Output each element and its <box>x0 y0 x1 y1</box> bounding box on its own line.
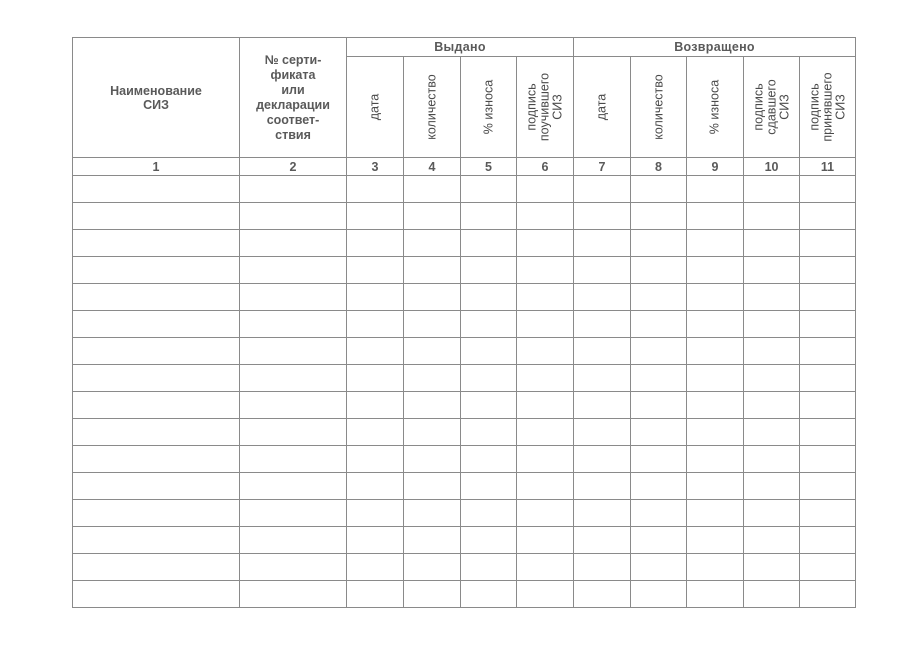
table-cell[interactable] <box>800 500 856 527</box>
table-cell[interactable] <box>73 311 240 338</box>
table-cell[interactable] <box>404 527 461 554</box>
table-cell[interactable] <box>517 446 574 473</box>
table-cell[interactable] <box>347 365 404 392</box>
table-cell[interactable] <box>347 473 404 500</box>
table-cell[interactable] <box>73 419 240 446</box>
table-cell[interactable] <box>517 311 574 338</box>
table-cell[interactable] <box>744 392 800 419</box>
table-cell[interactable] <box>347 203 404 230</box>
table-cell[interactable] <box>744 581 800 608</box>
header-returned-col-5 <box>800 57 856 158</box>
table-cell[interactable] <box>404 257 461 284</box>
column-number-9: 9 <box>687 158 744 176</box>
table-cell[interactable] <box>687 446 744 473</box>
table-cell[interactable] <box>240 392 347 419</box>
table-cell[interactable] <box>240 176 347 203</box>
header-item-name <box>73 38 240 158</box>
table-cell[interactable] <box>800 176 856 203</box>
table-cell[interactable] <box>73 203 240 230</box>
table-cell[interactable] <box>73 392 240 419</box>
table-row <box>73 284 856 311</box>
table-cell[interactable] <box>404 230 461 257</box>
header-group-returned: Возвращено <box>574 38 856 57</box>
table-cell[interactable] <box>574 230 631 257</box>
table-cell[interactable] <box>687 230 744 257</box>
table-cell[interactable] <box>404 338 461 365</box>
table-cell[interactable] <box>744 230 800 257</box>
table-cell[interactable] <box>574 365 631 392</box>
table-cell[interactable] <box>744 284 800 311</box>
table-cell[interactable] <box>574 419 631 446</box>
table-cell[interactable] <box>631 203 687 230</box>
header-returned-col-2 <box>631 57 687 158</box>
table-cell[interactable] <box>240 581 347 608</box>
header-cert-line: ствия <box>275 127 311 142</box>
table-row <box>73 554 856 581</box>
table-cell[interactable] <box>347 446 404 473</box>
table-cell[interactable] <box>404 554 461 581</box>
table-cell[interactable] <box>800 473 856 500</box>
column-number-10: 10 <box>744 158 800 176</box>
table-cell[interactable] <box>631 284 687 311</box>
header-returned-col-3 <box>687 57 744 158</box>
table-cell[interactable] <box>687 500 744 527</box>
header-returned-col-4-line: СИЗ <box>777 94 792 120</box>
table-cell[interactable] <box>347 284 404 311</box>
table-cell[interactable] <box>517 365 574 392</box>
column-number-2: 2 <box>240 158 347 176</box>
header-issued-col-1-line: дата <box>367 93 382 121</box>
table-cell[interactable] <box>631 392 687 419</box>
table-cell[interactable] <box>631 365 687 392</box>
column-number-3: 3 <box>347 158 404 176</box>
table-cell[interactable] <box>461 446 517 473</box>
table-cell[interactable] <box>687 203 744 230</box>
table-cell[interactable] <box>687 176 744 203</box>
table-cell[interactable] <box>631 446 687 473</box>
table-cell[interactable] <box>240 230 347 257</box>
table-cell[interactable] <box>347 230 404 257</box>
table-row <box>73 392 856 419</box>
table-cell[interactable] <box>574 581 631 608</box>
table-cell[interactable] <box>73 446 240 473</box>
table-cell[interactable] <box>404 203 461 230</box>
table-cell[interactable] <box>240 338 347 365</box>
header-cert-line: соответ- <box>266 112 320 127</box>
column-number-7: 7 <box>574 158 631 176</box>
table-cell[interactable] <box>744 257 800 284</box>
table-cell[interactable] <box>404 473 461 500</box>
table-row <box>73 176 856 203</box>
table-cell[interactable] <box>347 392 404 419</box>
table-cell[interactable] <box>347 500 404 527</box>
header-returned-col-5-line: СИЗ <box>833 94 848 120</box>
table-cell[interactable] <box>461 176 517 203</box>
header-returned-col-3-line: % износа <box>707 79 722 135</box>
table-row <box>73 446 856 473</box>
table-cell[interactable] <box>461 419 517 446</box>
table-cell[interactable] <box>574 473 631 500</box>
table-cell[interactable] <box>800 203 856 230</box>
table-cell[interactable] <box>687 473 744 500</box>
table-cell[interactable] <box>73 527 240 554</box>
table-cell[interactable] <box>73 257 240 284</box>
table-row <box>73 338 856 365</box>
table-row <box>73 230 856 257</box>
header-issued-col-3-line: % износа <box>481 79 495 135</box>
column-number-8: 8 <box>631 158 687 176</box>
header-returned-col-4-line: сдавшего <box>764 79 779 135</box>
table-cell[interactable] <box>461 203 517 230</box>
table-cell[interactable] <box>631 338 687 365</box>
table-cell[interactable] <box>73 284 240 311</box>
table-cell[interactable] <box>687 338 744 365</box>
table-cell[interactable] <box>744 500 800 527</box>
header-issued-col-4 <box>517 57 574 158</box>
table-cell[interactable] <box>347 554 404 581</box>
header-item-name-line-1: Наименование <box>110 83 202 98</box>
header-returned-col-1 <box>574 57 631 158</box>
table-cell[interactable] <box>800 284 856 311</box>
table-cell[interactable] <box>574 392 631 419</box>
ppe-record-table <box>72 37 856 608</box>
table-cell[interactable] <box>347 176 404 203</box>
table-cell[interactable] <box>800 257 856 284</box>
table-row <box>73 365 856 392</box>
column-number-1: 1 <box>73 158 240 176</box>
table-cell[interactable] <box>347 527 404 554</box>
table-cell[interactable] <box>744 473 800 500</box>
table-cell[interactable] <box>744 338 800 365</box>
table-cell[interactable] <box>517 338 574 365</box>
table-cell[interactable] <box>240 365 347 392</box>
header-cert-line: фиката <box>270 67 316 82</box>
table-cell[interactable] <box>517 284 574 311</box>
table-cell[interactable] <box>687 392 744 419</box>
table-cell[interactable] <box>517 176 574 203</box>
table-cell[interactable] <box>404 446 461 473</box>
table-cell[interactable] <box>574 176 631 203</box>
table-cell[interactable] <box>461 365 517 392</box>
table-cell[interactable] <box>744 446 800 473</box>
table-cell[interactable] <box>517 392 574 419</box>
column-number-11: 11 <box>800 158 856 176</box>
table-cell[interactable] <box>631 419 687 446</box>
table-cell[interactable] <box>800 581 856 608</box>
table-cell[interactable] <box>73 473 240 500</box>
table-cell[interactable] <box>631 176 687 203</box>
table-cell[interactable] <box>744 365 800 392</box>
column-number-6: 6 <box>517 158 574 176</box>
table-cell[interactable] <box>744 527 800 554</box>
table-cell[interactable] <box>461 230 517 257</box>
header-returned-col-1-line: дата <box>594 93 609 121</box>
table-cell[interactable] <box>461 284 517 311</box>
table-cell[interactable] <box>461 527 517 554</box>
table-cell[interactable] <box>574 203 631 230</box>
table-cell[interactable] <box>347 581 404 608</box>
table-cell[interactable] <box>461 554 517 581</box>
table-cell[interactable] <box>631 554 687 581</box>
table-cell[interactable] <box>517 203 574 230</box>
table-cell[interactable] <box>404 311 461 338</box>
table-cell[interactable] <box>517 527 574 554</box>
header-returned-col-2-line: количество <box>651 74 666 140</box>
column-number-4: 4 <box>404 158 461 176</box>
table-cell[interactable] <box>240 284 347 311</box>
table-row <box>73 419 856 446</box>
table-cell[interactable] <box>240 311 347 338</box>
header-issued-col-2 <box>404 57 461 158</box>
table-cell[interactable] <box>461 581 517 608</box>
table-cell[interactable] <box>517 500 574 527</box>
table-cell[interactable] <box>687 554 744 581</box>
table-cell[interactable] <box>800 446 856 473</box>
table-cell[interactable] <box>574 446 631 473</box>
table-cell[interactable] <box>800 419 856 446</box>
table-cell[interactable] <box>404 419 461 446</box>
table-cell[interactable] <box>404 176 461 203</box>
table-row <box>73 527 856 554</box>
header-returned-col-4 <box>744 57 800 158</box>
table-cell[interactable] <box>517 473 574 500</box>
table-cell[interactable] <box>800 392 856 419</box>
table-row <box>73 473 856 500</box>
table-cell[interactable] <box>517 554 574 581</box>
table-cell[interactable] <box>240 419 347 446</box>
table-row <box>73 581 856 608</box>
table-row <box>73 311 856 338</box>
table-cell[interactable] <box>517 419 574 446</box>
table-cell[interactable] <box>574 500 631 527</box>
table-cell[interactable] <box>73 338 240 365</box>
table-cell[interactable] <box>404 284 461 311</box>
table-cell[interactable] <box>404 581 461 608</box>
table-cell[interactable] <box>631 500 687 527</box>
header-issued-col-4-line: подпись <box>524 83 539 131</box>
table-cell[interactable] <box>631 311 687 338</box>
table-cell[interactable] <box>574 338 631 365</box>
table-cell[interactable] <box>744 311 800 338</box>
table-cell[interactable] <box>73 500 240 527</box>
table-cell[interactable] <box>687 257 744 284</box>
table-cell[interactable] <box>800 554 856 581</box>
header-issued-col-2-line: количество <box>424 74 439 140</box>
table-cell[interactable] <box>347 311 404 338</box>
table-cell[interactable] <box>461 392 517 419</box>
table-cell[interactable] <box>800 311 856 338</box>
table-cell[interactable] <box>631 230 687 257</box>
table-cell[interactable] <box>574 554 631 581</box>
table-cell[interactable] <box>461 338 517 365</box>
table-cell[interactable] <box>73 176 240 203</box>
table-cell[interactable] <box>574 311 631 338</box>
table-cell[interactable] <box>800 338 856 365</box>
header-returned-col-4-line: подпись <box>751 83 766 131</box>
table-cell[interactable] <box>73 581 240 608</box>
header-issued-col-3 <box>461 57 517 158</box>
table-cell[interactable] <box>404 500 461 527</box>
table-cell[interactable] <box>240 473 347 500</box>
table-cell[interactable] <box>744 176 800 203</box>
table-cell[interactable] <box>687 311 744 338</box>
header-returned-col-5-line: подпись <box>807 83 822 131</box>
table-cell[interactable] <box>347 338 404 365</box>
table-cell[interactable] <box>631 473 687 500</box>
header-cert-line: или <box>281 82 305 97</box>
table-cell[interactable] <box>404 392 461 419</box>
table-cell[interactable] <box>347 419 404 446</box>
table-cell[interactable] <box>687 284 744 311</box>
header-returned-col-5-line: принявшего <box>820 72 835 142</box>
header-issued-col-4-line: поучившего <box>537 72 552 142</box>
table-cell[interactable] <box>631 581 687 608</box>
table-cell[interactable] <box>744 554 800 581</box>
header-certificate-number <box>240 38 347 158</box>
table-cell[interactable] <box>800 527 856 554</box>
table-cell[interactable] <box>517 257 574 284</box>
header-cert-line: № серти- <box>264 52 322 67</box>
table-cell[interactable] <box>73 554 240 581</box>
table-cell[interactable] <box>800 365 856 392</box>
table-row <box>73 203 856 230</box>
table-cell[interactable] <box>744 203 800 230</box>
table-cell[interactable] <box>687 527 744 554</box>
header-item-name-line-2: СИЗ <box>143 97 169 112</box>
table-cell[interactable] <box>240 527 347 554</box>
header-cert-line: декларации <box>256 97 330 112</box>
table-cell[interactable] <box>461 473 517 500</box>
header-issued-col-4-line: СИЗ <box>550 94 565 120</box>
table-cell[interactable] <box>73 230 240 257</box>
table-cell[interactable] <box>240 203 347 230</box>
table-cell[interactable] <box>574 257 631 284</box>
table-cell[interactable] <box>347 257 404 284</box>
table-cell[interactable] <box>800 230 856 257</box>
header-group-issued: Выдано <box>347 38 574 57</box>
table-cell[interactable] <box>240 446 347 473</box>
table-cell[interactable] <box>73 365 240 392</box>
table-cell[interactable] <box>240 257 347 284</box>
header-issued-col-1 <box>347 57 404 158</box>
table-cell[interactable] <box>461 257 517 284</box>
table-row <box>73 500 856 527</box>
table-cell[interactable] <box>240 554 347 581</box>
table-cell[interactable] <box>631 257 687 284</box>
table-cell[interactable] <box>461 311 517 338</box>
table-cell[interactable] <box>461 500 517 527</box>
table-cell[interactable] <box>574 284 631 311</box>
table-cell[interactable] <box>744 419 800 446</box>
table-row <box>73 257 856 284</box>
table-cell[interactable] <box>240 500 347 527</box>
table-cell[interactable] <box>687 419 744 446</box>
table-cell[interactable] <box>574 527 631 554</box>
table-cell[interactable] <box>517 230 574 257</box>
table-cell[interactable] <box>404 365 461 392</box>
table-cell[interactable] <box>631 527 687 554</box>
table-cell[interactable] <box>517 581 574 608</box>
table-cell[interactable] <box>687 365 744 392</box>
column-number-5: 5 <box>461 158 517 176</box>
table-cell[interactable] <box>687 581 744 608</box>
